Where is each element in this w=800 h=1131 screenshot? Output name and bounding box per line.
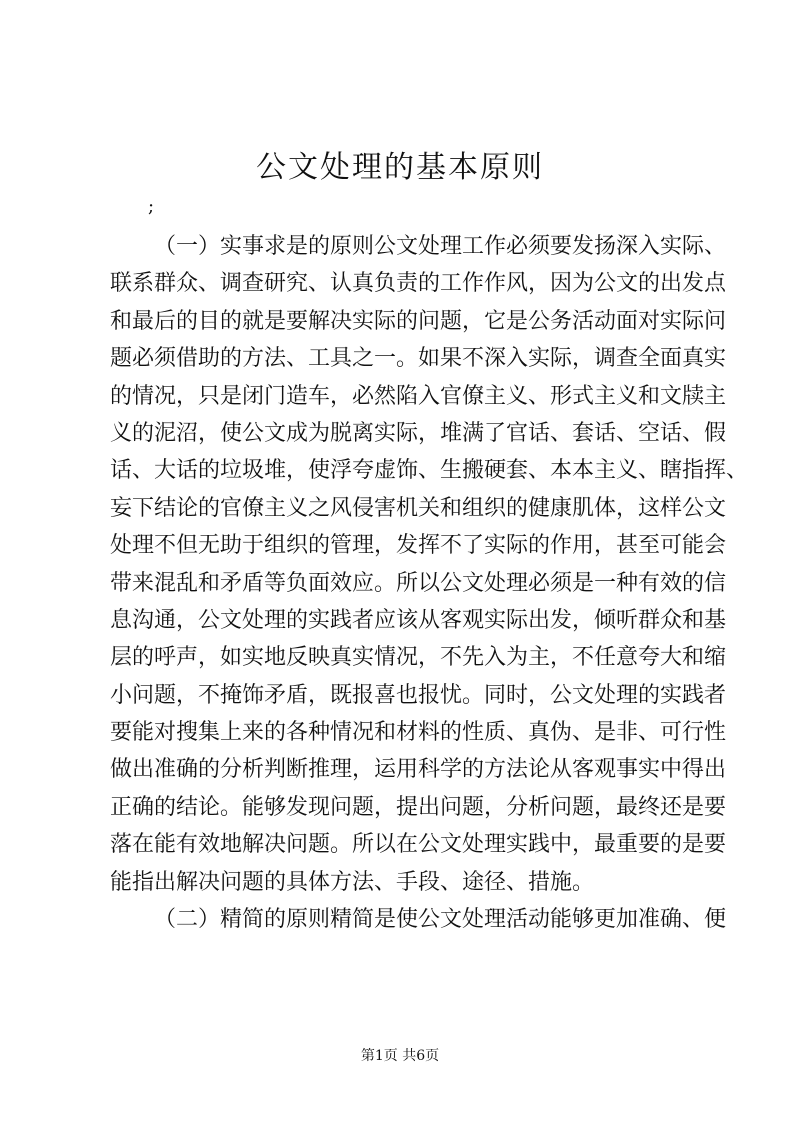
body-line: 题必须借助的方法、工具之一。如果不深入实际，调查全面真实: [110, 346, 727, 372]
body-line: 带来混乱和矛盾等负面效应。所以公文处理必须是一种有效的信: [110, 570, 727, 596]
body-line: 息沟通，公文处理的实践者应该从客观实际出发，倾听群众和基: [110, 607, 727, 633]
body-line: 要能对搜集上来的各种情况和材料的性质、真伪、是非、可行性: [110, 720, 727, 746]
body-line: 妄下结论的官僚主义之风侵害机关和组织的健康肌体，这样公文: [110, 495, 727, 521]
body-line: 能指出解决问题的具体方法、手段、途径、措施。: [110, 869, 595, 895]
body-line: 义的泥沼，使公文成为脱离实际，堆满了官话、套话、空话、假: [110, 420, 727, 446]
body-line: 的情况，只是闭门造车，必然陷入官僚主义、形式主义和文牍主: [110, 383, 727, 409]
document-title: 公文处理的基本原则: [256, 150, 544, 185]
body-line: 层的呼声，如实地反映真实情况，不先入为主，不任意夸大和缩: [110, 645, 727, 671]
body-line: （二）精简的原则精简是使公文处理活动能够更加准确、便: [154, 907, 727, 933]
body-line: 联系群众、调查研究、认真负责的工作作风，因为公文的出发点: [110, 271, 727, 297]
body-line: 和最后的目的就是要解决实际的问题，它是公务活动面对实际问: [110, 308, 727, 334]
body-line: 做出准确的分析判断推理，运用科学的方法论从客观事实中得出: [110, 757, 727, 783]
body-line: 正确的结论。能够发现问题，提出问题，分析问题，最终还是要: [110, 794, 727, 820]
body-line: 处理不但无助于组织的管理，发挥不了实际的作用，甚至可能会: [110, 533, 727, 559]
page-footer: 第1页 共6页: [360, 1048, 440, 1064]
body-line: （一）实事求是的原则公文处理工作必须要发扬深入实际、: [154, 234, 727, 259]
document-body: [110, 228, 749, 938]
body-line: 小问题，不掩饰矛盾，既报喜也报忧。同时，公文处理的实践者: [110, 682, 727, 708]
body-line: 话、大话的垃圾堆，使浮夸虚饰、生搬硬套、本本主义、瞎指挥、: [110, 458, 749, 484]
body-line: 落在能有效地解决问题。所以在公文处理实践中，最重要的是要: [110, 832, 727, 858]
semicolon-marker: ;: [148, 196, 155, 217]
